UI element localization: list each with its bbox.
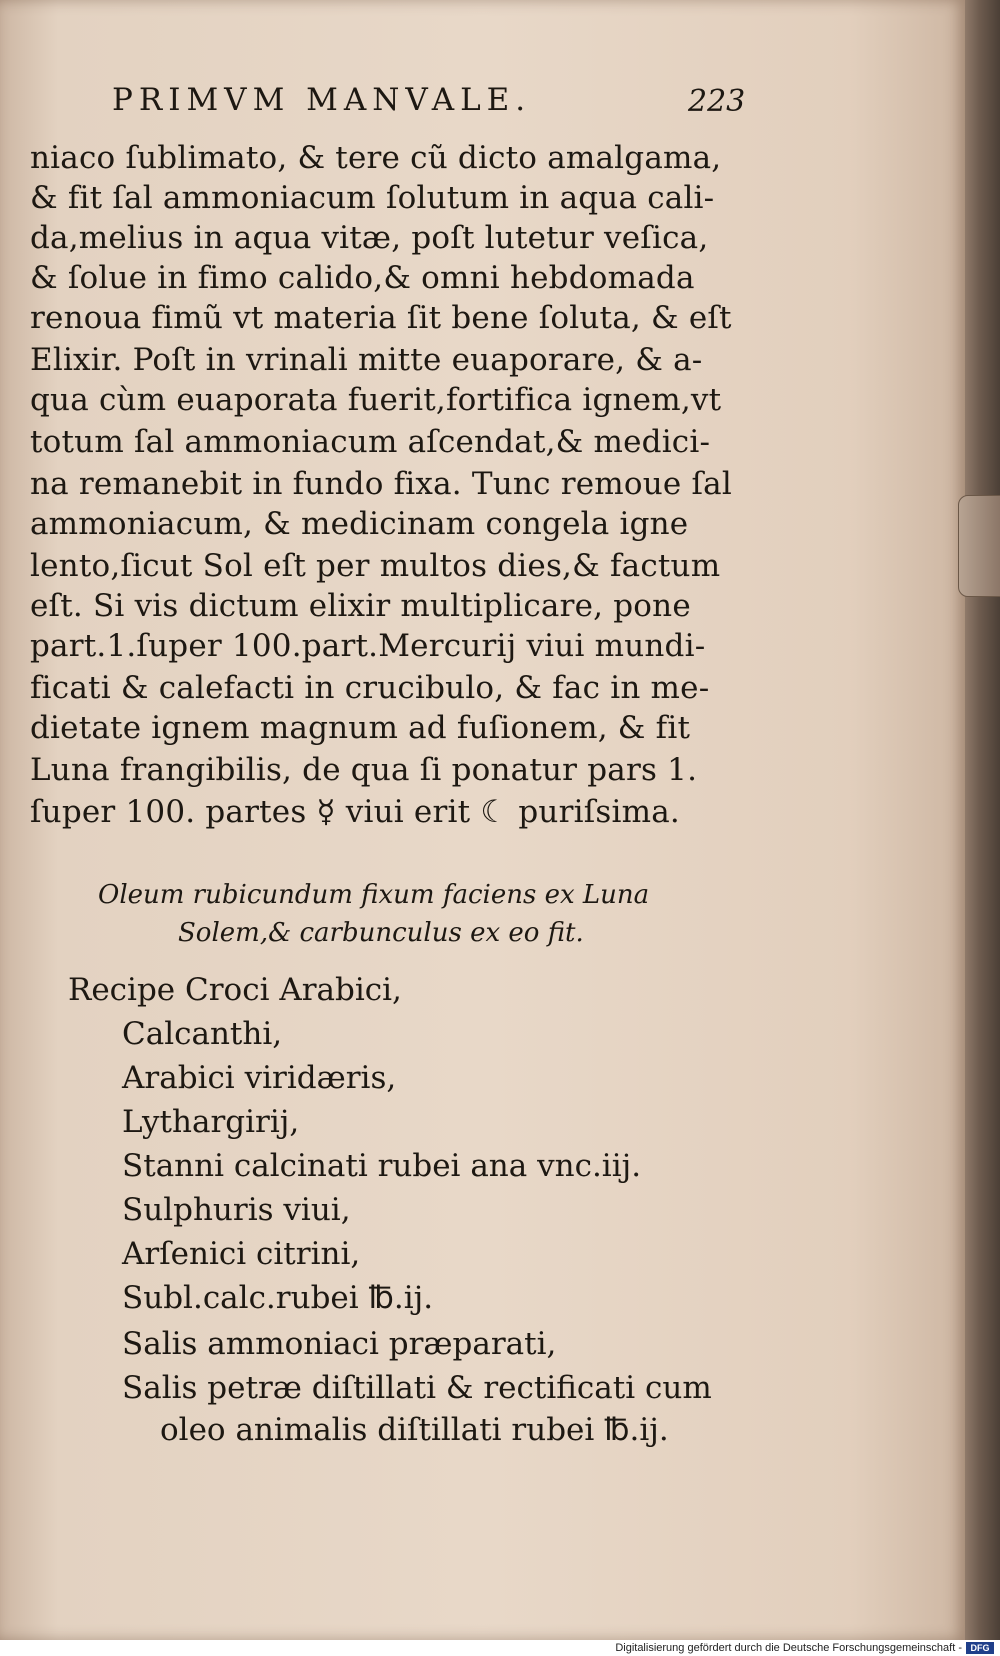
page-number: 223 (688, 84, 746, 119)
body-line: ammoniacum, & medicinam congela igne (30, 506, 689, 542)
body-line: ficati & calefacti in crucibulo, & fac in me- (30, 670, 710, 706)
recipe-line: Arſenici citrini, (122, 1236, 361, 1272)
body-line: eſt. Si vis dictum elixir multiplicare, pone (30, 588, 691, 624)
body-line: lento,ſicut Sol eſt per multos dies,& factum (30, 548, 721, 584)
recipe-line: Arabici viridæris, (122, 1060, 397, 1096)
body-line: ſuper 100. partes ☿ viui erit ☾ puriſsima. (30, 794, 680, 830)
body-line: & fit ſal ammoniacum ſolutum in aqua cali- (30, 180, 715, 216)
running-head: PRIMVM MANVALE. (112, 82, 532, 118)
body-line: part.1.ſuper 100.part.Mercurij viui mundi- (30, 628, 706, 664)
recipe-line: Stanni calcinati rubei ana vnc.iij. (122, 1148, 642, 1184)
body-line: totum ſal ammoniacum aſcendat,& medici- (30, 424, 711, 460)
recipe-line: Calcanthi, (122, 1016, 283, 1052)
body-line: dietate ignem magnum ad fuſionem, & fit (30, 710, 691, 746)
recipe-line: Subl.calc.rubei ℔.ij. (122, 1280, 434, 1316)
body-line: da,melius in aqua vitæ, poſt lutetur veſica, (30, 220, 709, 256)
recipe-line: Lythargirij, (122, 1104, 300, 1140)
body-line: qua cùm euaporata fuerit,fortifica ignem,vt (30, 382, 722, 418)
book-clasp (958, 495, 1000, 597)
recipe-line: Salis petræ diſtillati & rectificati cum (122, 1370, 712, 1406)
recipe-line: Sulphuris viui, (122, 1192, 351, 1228)
body-line: niaco ſublimato, & tere cũ dicto amalgama, (30, 140, 722, 176)
body-line: Elixir. Poſt in vrinali mitte euaporare, & a- (30, 342, 703, 378)
body-line: renoua fimũ vt materia ſit bene ſoluta, & eſt (30, 300, 732, 336)
section-heading-line: Oleum rubicundum fixum faciens ex Luna (98, 880, 650, 910)
book-edge (965, 0, 1000, 1640)
digitization-credit: Digitalisierung gefördert durch die Deutsche Forschungsgemeinschaft - (615, 1642, 962, 1654)
body-line: na remanebit in fundo fixa. Tunc remoue ſal (30, 466, 732, 502)
body-line: & ſolue in fimo calido,& omni hebdomada (30, 260, 695, 296)
body-line: Luna frangibilis, de qua ſi ponatur pars 1. (30, 752, 698, 788)
recipe-line: oleo animalis diſtillati rubei ℔.ij. (160, 1412, 669, 1448)
section-heading-line: Solem,& carbunculus ex eo fit. (178, 918, 584, 948)
dfg-logo: DFG (966, 1642, 994, 1654)
recipe-line: Recipe Croci Arabici, (68, 972, 402, 1008)
recipe-line: Salis ammoniaci præparati, (122, 1326, 557, 1362)
